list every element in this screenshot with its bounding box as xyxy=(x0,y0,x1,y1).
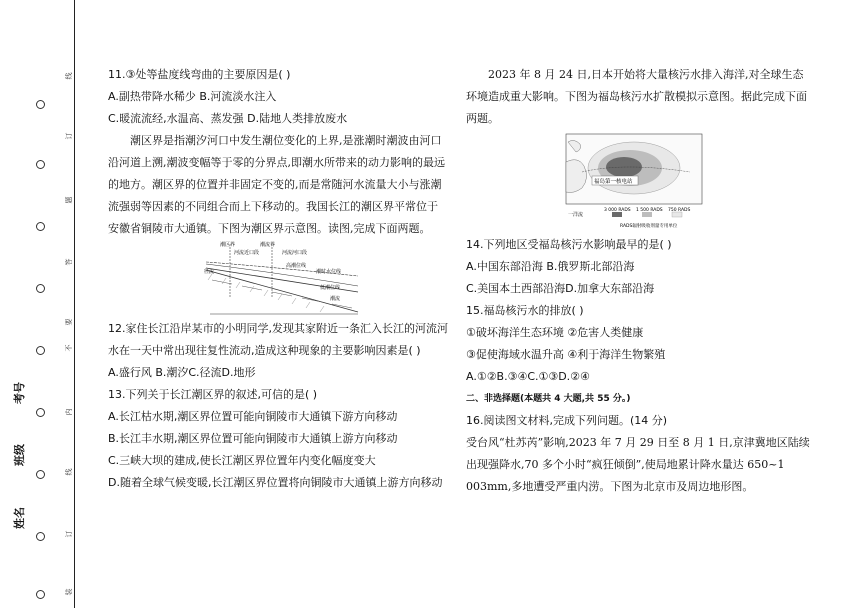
nuclear-intro: 2023 年 8 月 24 日,日本开始将大量核污水排入海洋,对全球生态环境造成重大影响。下图为福岛核污水扩散模拟示意图。据此完成下面两题。 xyxy=(466,68,807,125)
binding-margin xyxy=(0,0,80,608)
exam-number-label: 考号 xyxy=(13,382,26,404)
q11-options-cd: C.暖流流经,水温高、蒸发强 D.陆地人类排放废水 xyxy=(108,112,348,125)
fig-label: 潮流 xyxy=(330,296,341,302)
q14-options-cd: C.美国本土西部沿海D.加拿大东部沿海 xyxy=(466,282,655,295)
q15-stem: 15.福岛核污水的排放( ) xyxy=(466,304,584,317)
binding-hole xyxy=(36,160,45,169)
fukushima-figure xyxy=(466,130,816,234)
binding-char: 内 xyxy=(65,408,73,416)
q13-option-c: C.三峡大坝的建成,使长江潮区界位置年内变化幅度变大 xyxy=(108,454,376,467)
q13-option-b: B.长江丰水期,潮区界位置可能向铜陵市大通镇上游方向移动 xyxy=(108,432,398,445)
fig-label: 径流 xyxy=(204,269,215,275)
q15-line1: ①破坏海洋生态环境 ②危害人类健康 xyxy=(466,326,644,339)
binding-hole xyxy=(36,284,45,293)
left-column xyxy=(108,64,458,494)
right-column xyxy=(466,64,816,498)
q12-options: A.盛行风 B.潮汐C.径流D.地形 xyxy=(108,366,256,379)
legend-item: 1 500 RADS xyxy=(636,208,663,213)
legend-note: RADS辐射吸收剂量专用单位 xyxy=(620,224,678,229)
q12-stem: 12.家住长江沿岸某市的小明同学,发现其家附近一条汇入长江的河流河水在一天中常出现往复性流动,造成这种现象的主要影响因素是( ) xyxy=(108,322,448,357)
q13-option-d: D.随着全球气候变暖,长江潮区界位置将向铜陵市大通镇上游方向移动 xyxy=(108,476,443,489)
q13-option-a: A.长江枯水期,潮区界位置可能向铜陵市大通镇下游方向移动 xyxy=(108,410,398,423)
q11-options-ab: A.副热带降水稀少 B.河流淡水注入 xyxy=(108,90,277,103)
legend-current: 一洋流 xyxy=(568,212,584,218)
binding-char: 要 xyxy=(65,318,73,326)
tidal-limit-figure xyxy=(108,240,458,318)
fig-label: 高潮位线 xyxy=(286,263,307,269)
section-heading: 二、非选择题(本题共 4 大题,共 55 分。) xyxy=(466,394,631,404)
binding-char: 题 xyxy=(65,196,73,204)
binding-char: 不 xyxy=(65,344,73,352)
binding-char: 订 xyxy=(65,530,73,538)
diffusion-map xyxy=(564,132,704,232)
binding-hole xyxy=(36,532,45,541)
fig-label: 低潮位线 xyxy=(320,285,341,291)
q16-stem: 16.阅读图文材料,完成下列问题。(14 分) xyxy=(466,414,668,427)
binding-hole xyxy=(36,346,45,355)
fig-label: 潮区界 xyxy=(220,242,236,248)
legend-item: 750 RADS xyxy=(668,208,691,213)
q15-line2: ③促使海域水温升高 ④利于海洋生物繁殖 xyxy=(466,348,666,361)
name-label: 姓名 xyxy=(13,507,26,529)
q11-stem: 11.③处等盐度线弯曲的主要原因是( ) xyxy=(108,68,291,81)
q16-text: 受台风“杜苏芮”影响,2023 年 7 月 29 日至 8 月 1 日,京津冀地区陆续出现强降水,70 多个小时“疯狂倾倒”,使局地累计降水量达 650~1 003mm,多地遭受严重内涝。下图为北京市及周边地形图。 xyxy=(466,436,810,493)
q15-options: A.①②B.③④C.①③D.②④ xyxy=(466,370,590,383)
binding-line xyxy=(74,0,75,608)
binding-hole xyxy=(36,590,45,599)
binding-char: 订 xyxy=(65,132,73,140)
binding-hole xyxy=(36,100,45,109)
q14-stem: 14.下列地区受福岛核污水影响最早的是( ) xyxy=(466,238,672,251)
fig-label: 潮时水位线 xyxy=(316,269,342,275)
fig-label: 河流近口段 xyxy=(234,250,260,256)
tidal-passage: 潮区界是指潮汐河口中发生潮位变化的上界,是涨潮时潮波由河口沿河道上溯,潮波变幅等于零的分界点,即潮水所带来的动力影响的最远的地方。潮区界的位置并非固定不变的,而是常随河水流量大小与涨潮流强弱等因素的不同组合而上下移动的。我国长江的潮区界平常位于安徽省铜陵市大通镇。下图为潮区界示意图。读图,完成下面两题。 xyxy=(108,134,445,235)
q13-stem: 13.下列关于长江潮区界的叙述,可信的是( ) xyxy=(108,388,318,401)
class-label: 班级 xyxy=(13,444,26,466)
q14-options-ab: A.中国东部沿海 B.俄罗斯北部沿海 xyxy=(466,260,635,273)
plant-label: 福岛第一核电站 xyxy=(594,179,633,185)
tidal-diagram xyxy=(202,240,362,316)
fig-label: 河流河口段 xyxy=(282,250,308,256)
binding-char: 线 xyxy=(65,468,73,476)
legend-item: 3 000 RADS xyxy=(604,208,631,213)
fig-label: 潮流界 xyxy=(260,242,276,248)
binding-hole xyxy=(36,408,45,417)
binding-hole xyxy=(36,222,45,231)
binding-char: 答 xyxy=(65,258,73,266)
binding-char: 装 xyxy=(65,588,73,596)
binding-hole xyxy=(36,470,45,479)
binding-char: 线 xyxy=(65,72,73,80)
